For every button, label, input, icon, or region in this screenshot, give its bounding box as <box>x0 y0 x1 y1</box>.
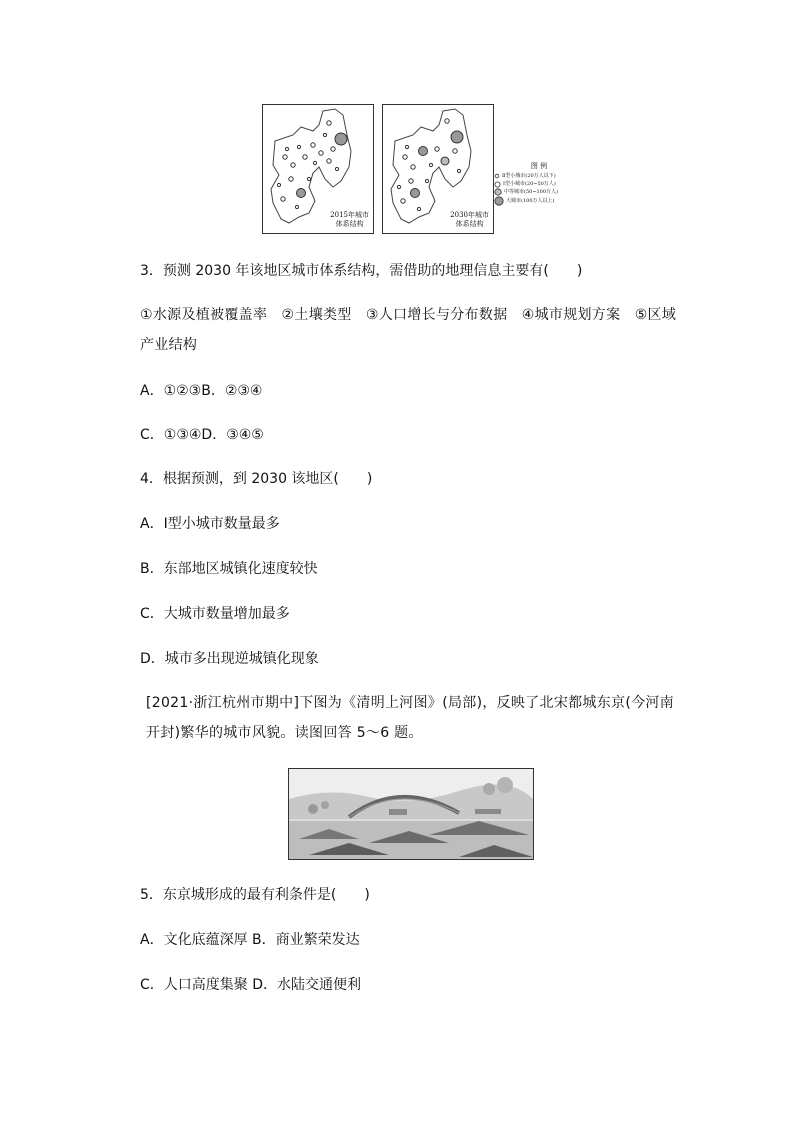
painting-drawing <box>289 769 533 859</box>
legend-item-medium <box>494 188 584 196</box>
map-2030 <box>382 104 494 234</box>
q4-stem: 4．根据预测，到 2030 该地区( ) <box>140 471 373 487</box>
legend-item-large <box>494 196 584 206</box>
gray-circle-icon <box>494 188 502 196</box>
q3-stem: 3．预测 2030 年该地区城市体系结构，需借助的地理信息主要有( ) <box>140 263 583 279</box>
map-2015-caption-line2: 体系结构 <box>335 220 364 228</box>
q4-choice-a: A．Ⅰ型小城市数量最多 <box>140 516 280 532</box>
legend-item-small-i <box>494 180 584 188</box>
legend-label: Ⅰ型小城市(20~50万人) <box>503 181 556 187</box>
large-gray-circle-icon <box>494 196 504 206</box>
q4-choice-c: C．大城市数量增加最多 <box>140 606 290 622</box>
q5-stem: 5．东京城形成的最有利条件是( ) <box>140 887 370 903</box>
q3-choice-row-2: C．①③④D．③④⑤ <box>140 427 264 443</box>
q5-choice-row-1: A．文化底蕴深厚 B．商业繁荣发达 <box>140 932 360 948</box>
map-2030-caption-line2: 体系结构 <box>455 220 484 228</box>
city-system-figure <box>262 104 582 236</box>
map-2015-caption <box>330 211 369 229</box>
legend-item-small-ii <box>494 172 584 180</box>
q4-choice-b: B．东部地区城镇化速度较快 <box>140 561 318 577</box>
q3-choice-row-1: A．①②③B．②③④ <box>140 383 263 399</box>
q5-choice-row-2: C．人口高度集聚 D．水陆交通便利 <box>140 977 362 993</box>
q3-info-options: ①水源及植被覆盖率 ②土壤类型 ③人口增长与分布数据 ④城市规划方案 ⑤区域产业结构 <box>140 307 677 353</box>
map-legend <box>494 162 584 206</box>
map-2030-caption <box>450 211 489 229</box>
legend-label: 中等城市(50~100万人) <box>504 189 558 195</box>
legend-label: 大城市(100万人以上) <box>506 198 555 204</box>
small-circle-icon <box>494 173 500 179</box>
q4-choice-d: D．城市多出现逆城镇化现象 <box>140 651 319 667</box>
circle-icon <box>494 181 501 188</box>
legend-title: 图 例 <box>530 162 548 170</box>
map-2015-caption-line1: 2015年城市 <box>330 211 369 219</box>
legend-label: Ⅱ型小城市(20万人以下) <box>502 173 556 179</box>
map-2015 <box>262 104 374 234</box>
qingming-painting-image <box>288 768 534 860</box>
map-2030-caption-line1: 2030年城市 <box>450 211 489 219</box>
q5-6-intro: [2021·浙江杭州市期中]下图为《清明上河图》(局部)，反映了北宋都城东京(今河南开封)繁华的城市风貌。读图回答 5～6 题。 <box>146 695 674 741</box>
